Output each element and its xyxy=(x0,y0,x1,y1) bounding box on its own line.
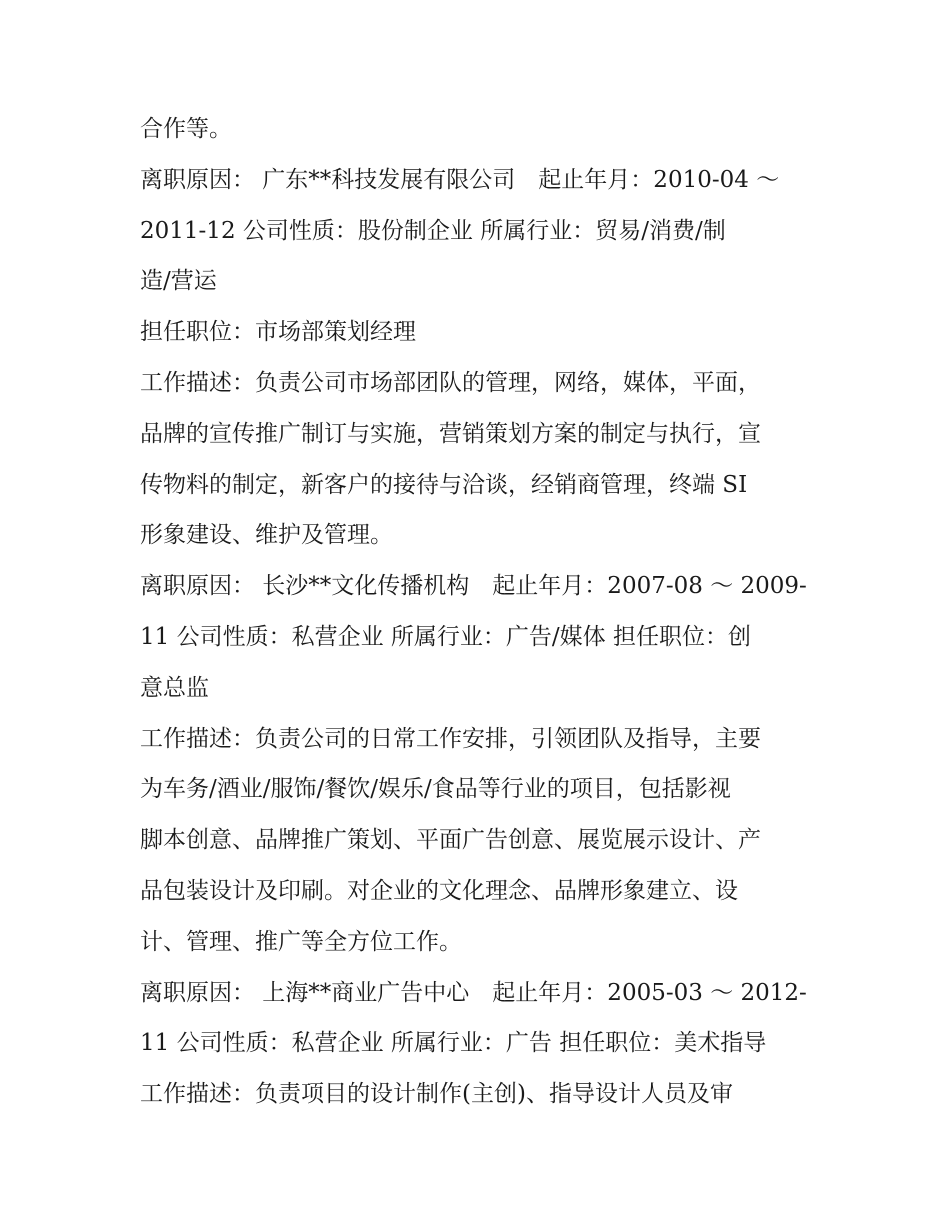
text-line: 工作描述：负责公司的日常工作安排，引领团队及指导，主要 xyxy=(140,725,761,752)
text-line: 意总监 xyxy=(140,674,209,701)
text-line: 离职原因： 长沙**文化传播机构 起止年月：2007-08 ～ 2009- xyxy=(140,573,807,600)
text-line: 离职原因： 广东**科技发展有限公司 起止年月：2010-04 ～ xyxy=(140,166,780,193)
text-line: 合作等。 xyxy=(140,116,232,142)
text-line: 11 公司性质：私营企业 所属行业：广告 担任职位：美术指导 xyxy=(140,1030,767,1057)
text-line: 脚本创意、品牌推广策划、平面广告创意、展览展示设计、产 xyxy=(140,827,761,854)
text-line: 11 公司性质：私营企业 所属行业：广告/媒体 担任职位：创 xyxy=(140,623,751,650)
text-line: 造/营运 xyxy=(140,268,217,295)
text-line: 品牌的宣传推广制订与实施，营销策划方案的制定与执行，宣 xyxy=(140,420,761,447)
text-line: 为车务/酒业/服饰/餐饮/娱乐/食品等行业的项目，包括影视 xyxy=(140,776,731,803)
text-line: 担任职位：市场部策划经理 xyxy=(140,319,416,346)
document-body xyxy=(140,104,830,1120)
text-line: 离职原因： 上海**商业广告中心 起止年月：2005-03 ～ 2012- xyxy=(140,979,807,1006)
text-line: 2011-12 公司性质：股份制企业 所属行业：贸易/消费/制 xyxy=(140,217,726,244)
text-line: 计、管理、推广等全方位工作。 xyxy=(140,928,462,955)
text-line: 工作描述：负责项目的设计制作(主创)、指导设计人员及审 xyxy=(140,1081,733,1108)
text-line: 品包装设计及印刷。对企业的文化理念、品牌形象建立、设 xyxy=(140,877,738,904)
text-line: 工作描述：负责公司市场部团队的管理，网络，媒体，平面， xyxy=(140,369,761,396)
text-line: 传物料的制定，新客户的接待与洽谈，经销商管理，终端 SI xyxy=(140,471,748,498)
text-line: 形象建设、维护及管理。 xyxy=(140,522,393,549)
